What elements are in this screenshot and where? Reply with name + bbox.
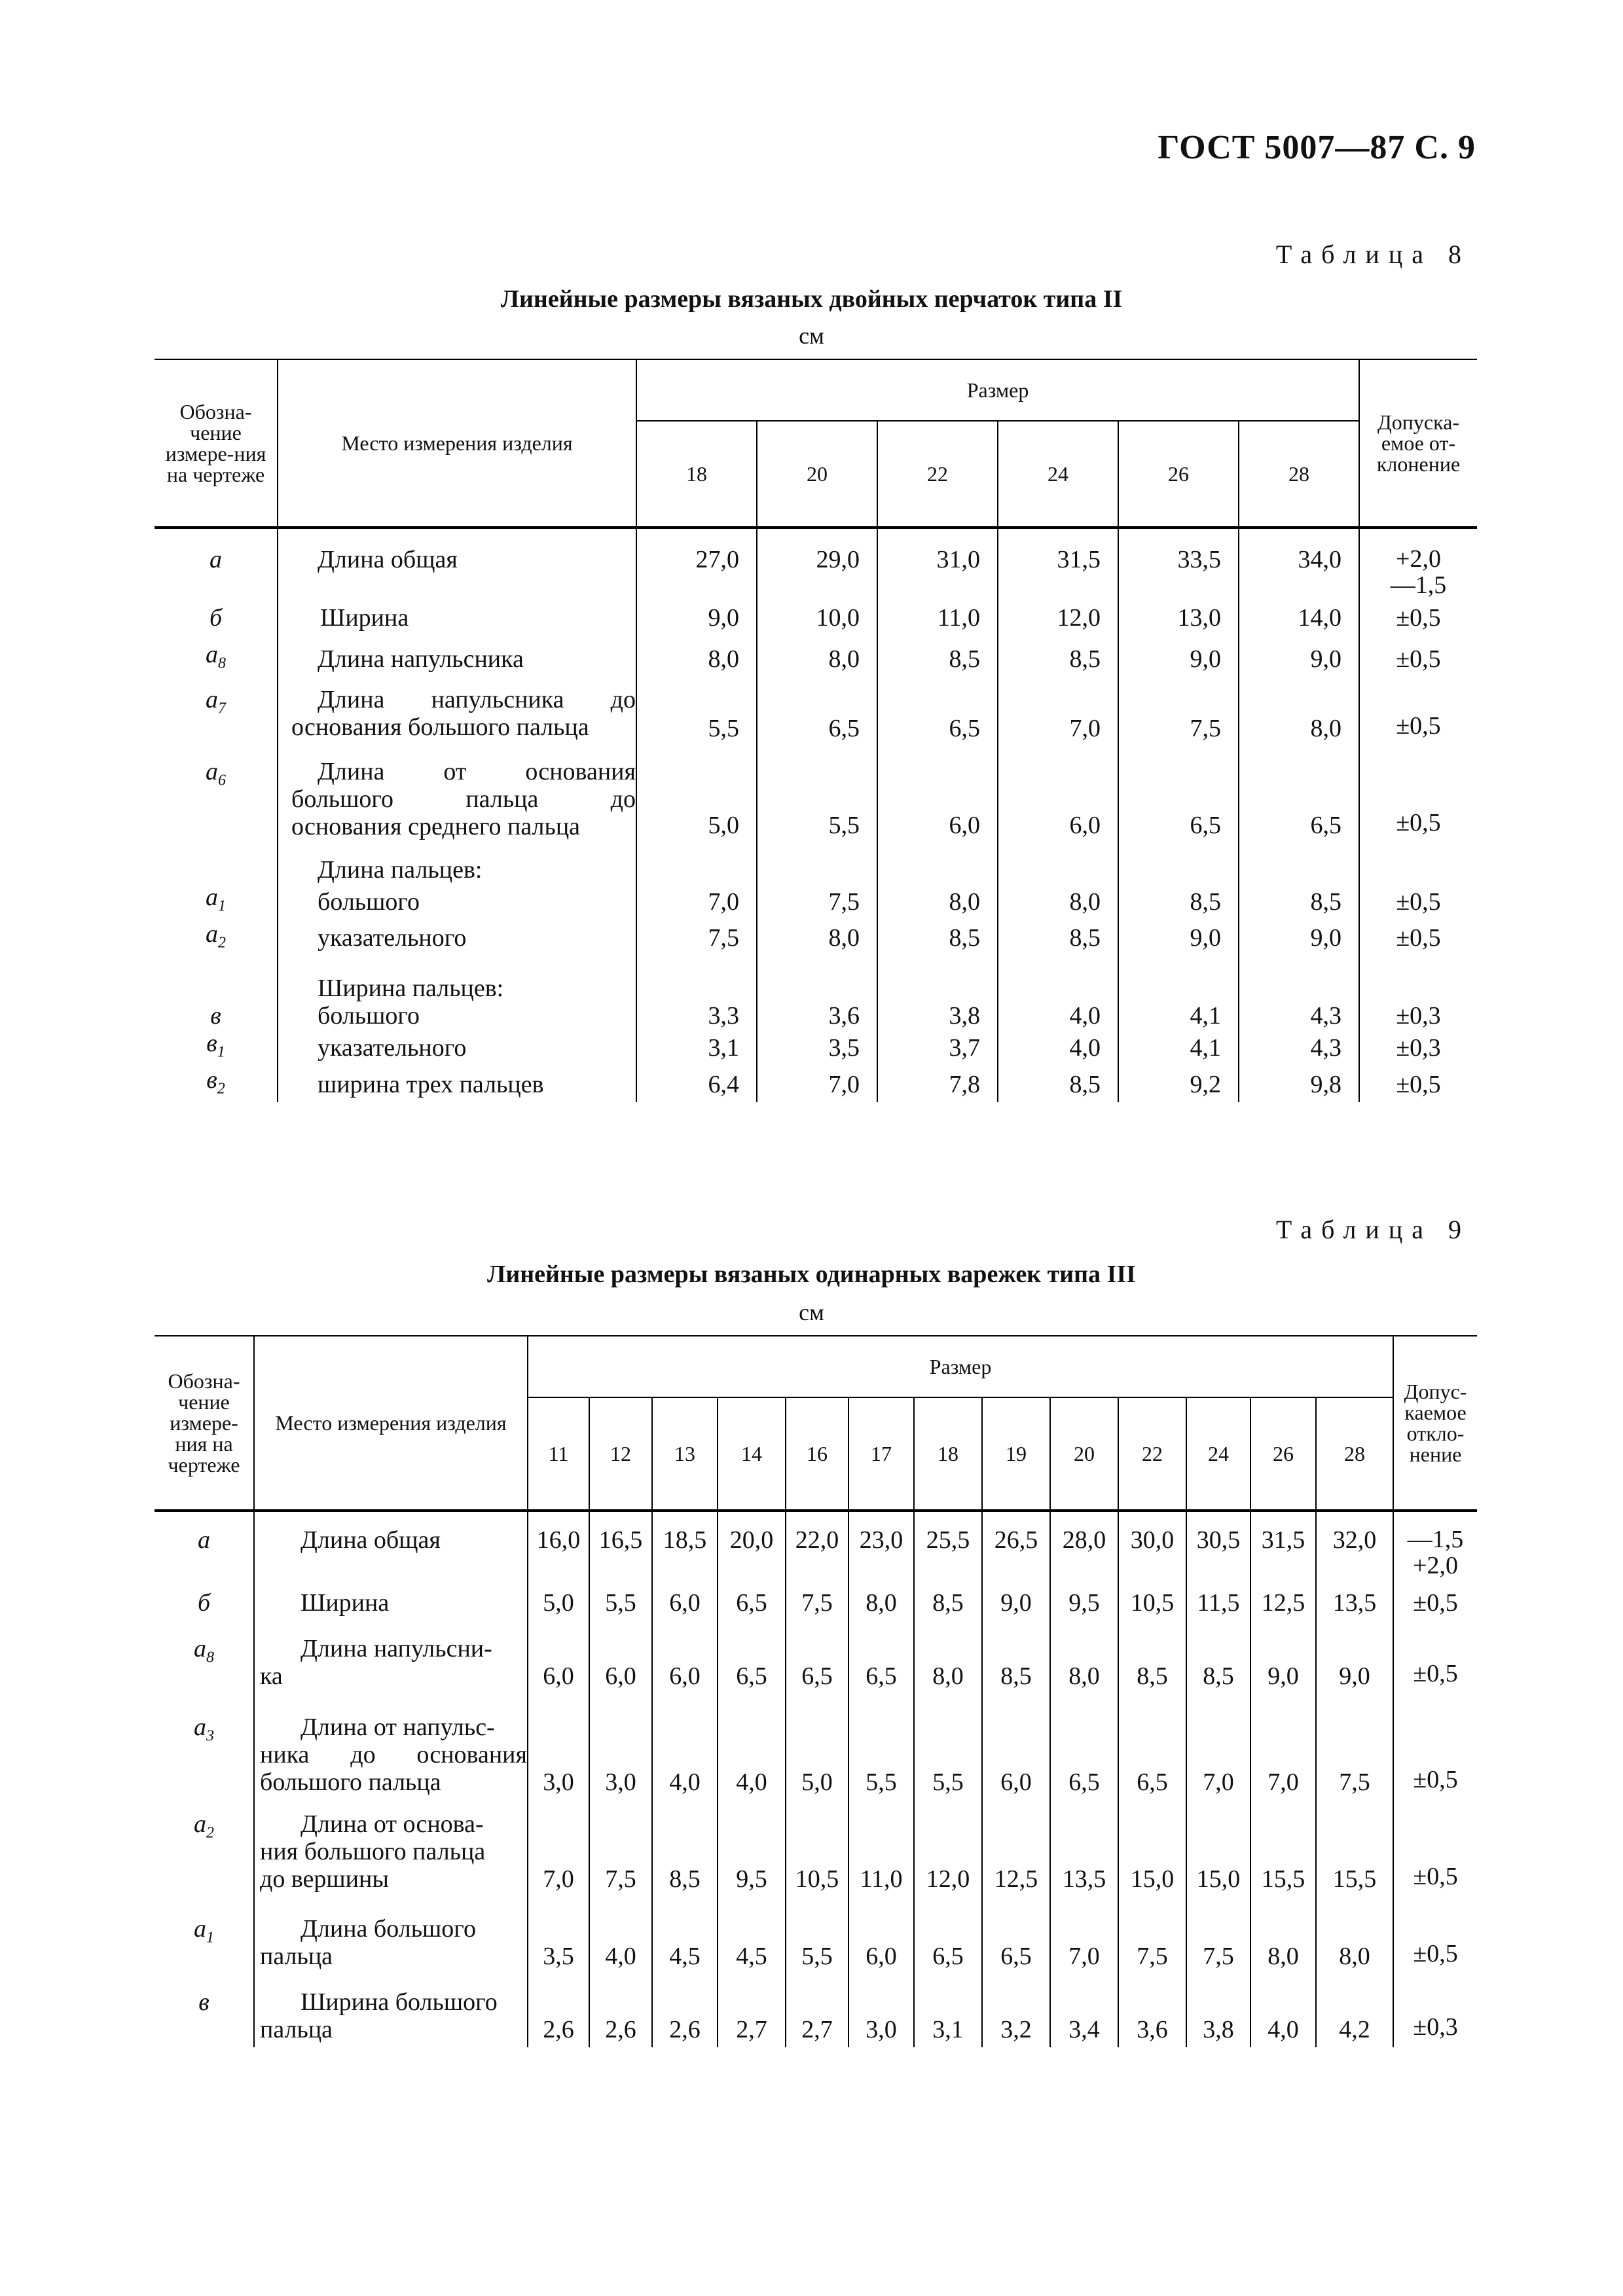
value-cell: 14,0 (1239, 598, 1359, 637)
value-cell: 6,0 (528, 1630, 589, 1708)
table9-header-place: Место измерения изделия (254, 1336, 528, 1511)
value-cell: 7,0 (528, 1806, 589, 1905)
value-cell: 2,6 (652, 1977, 718, 2047)
tolerance-cell: ±0,5 (1359, 920, 1477, 957)
value-cell: 5,5 (848, 1708, 914, 1806)
value-cell: 5,5 (914, 1708, 982, 1806)
value-cell: 9,0 (1239, 637, 1359, 681)
value-cell: 4,3 (1239, 1030, 1359, 1066)
value-cell: 6,5 (914, 1905, 982, 1977)
value-cell: 31,0 (877, 528, 998, 598)
value-cell: 4,1 (1118, 1030, 1239, 1066)
value-cell: 6,0 (998, 746, 1118, 842)
tolerance-cell: ±0,3 (1359, 1030, 1477, 1066)
value-cell: 8,5 (914, 1589, 982, 1630)
value-cell: 7,5 (1118, 681, 1239, 746)
value-cell: 9,0 (1316, 1630, 1393, 1708)
table-row (155, 1002, 1477, 1030)
table-row (155, 637, 1477, 681)
value-cell: 25,5 (914, 1511, 982, 1589)
value-cell: 31,5 (998, 528, 1118, 598)
table9-size-col: 18 (914, 1397, 982, 1511)
tolerance-cell: ±0,3 (1359, 1002, 1477, 1030)
value-cell: 6,5 (1118, 1708, 1186, 1806)
table8-header-place: Место измерения изделия (278, 359, 636, 528)
place-cell: Длина общая (278, 528, 636, 598)
table9-size-col: 14 (718, 1397, 786, 1511)
place-cell: Длина большого пальца (254, 1905, 528, 1977)
value-cell: 9,0 (982, 1589, 1050, 1630)
tolerance-cell: ±0,5 (1359, 637, 1477, 681)
value-cell: 4,5 (652, 1905, 718, 1977)
table8-header-size: Размер (636, 359, 1359, 421)
table-row (155, 1066, 1477, 1103)
table8-unit: см (799, 323, 824, 349)
value-cell: 9,5 (718, 1806, 786, 1905)
value-cell: 4,3 (1239, 1002, 1359, 1030)
value-cell: 6,5 (877, 681, 998, 746)
value-cell: 2,7 (786, 1977, 848, 2047)
value-cell: 15,0 (1186, 1806, 1250, 1905)
value-cell: 8,5 (998, 920, 1118, 957)
table8-size-col: 26 (1118, 421, 1239, 528)
table-row (155, 1589, 1477, 1630)
tolerance-cell: ±0,5 (1359, 1066, 1477, 1103)
table9-size-col: 26 (1250, 1397, 1316, 1511)
value-cell: 6,0 (652, 1589, 718, 1630)
value-cell: 8,0 (877, 884, 998, 920)
value-cell: 7,5 (1186, 1905, 1250, 1977)
symbol-cell: $а_8$ (155, 637, 278, 681)
value-cell: 15,5 (1316, 1806, 1393, 1905)
table-row (155, 598, 1477, 637)
value-cell: 20,0 (718, 1511, 786, 1589)
value-cell: 8,5 (877, 920, 998, 957)
value-cell: 4,0 (652, 1708, 718, 1806)
value-cell: 8,5 (998, 637, 1118, 681)
symbol-cell: $а_1$ (155, 884, 278, 920)
value-cell: 5,5 (589, 1589, 652, 1630)
value-cell: 8,5 (998, 1066, 1118, 1103)
table9-header-symbol: Обозна-чение измере-ния на чертеже (155, 1336, 254, 1511)
value-cell: 15,5 (1250, 1806, 1316, 1905)
value-cell: 8,5 (1186, 1630, 1250, 1708)
symbol-cell: $в_1$ (155, 1030, 278, 1066)
table9-size-col: 12 (589, 1397, 652, 1511)
value-cell: 27,0 (636, 528, 757, 598)
value-cell: 4,0 (589, 1905, 652, 1977)
symbol-cell: $а_3$ (155, 1708, 254, 1806)
place-cell: Ширина (278, 598, 636, 637)
table9-size-col: 16 (786, 1397, 848, 1511)
value-cell: 33,5 (1118, 528, 1239, 598)
value-cell: 16,5 (589, 1511, 652, 1589)
value-cell: 3,8 (1186, 1977, 1250, 2047)
value-cell: 4,5 (718, 1905, 786, 1977)
place-cell: Длина общая (254, 1511, 528, 1589)
value-cell: 7,0 (1050, 1905, 1118, 1977)
value-cell: 13,5 (1316, 1589, 1393, 1630)
tolerance-cell: ±0,5 (1359, 681, 1477, 746)
value-cell: 13,5 (1050, 1806, 1118, 1905)
place-cell: большого (278, 884, 636, 920)
value-cell: 5,5 (636, 681, 757, 746)
value-cell: 12,0 (914, 1806, 982, 1905)
value-cell: 6,5 (786, 1630, 848, 1708)
table-row (155, 1806, 1477, 1905)
value-cell: 7,5 (636, 920, 757, 957)
symbol-cell: $а_8$ (155, 1630, 254, 1708)
tolerance-cell: +2,0 —1,5 (1359, 528, 1477, 598)
value-cell: 15,0 (1118, 1806, 1186, 1905)
value-cell: 6,5 (718, 1630, 786, 1708)
table9-header-size: Размер (528, 1336, 1393, 1397)
value-cell: 8,0 (1250, 1905, 1316, 1977)
value-cell: 29,0 (757, 528, 877, 598)
tolerance-cell: ±0,5 (1393, 1806, 1477, 1905)
value-cell: 3,1 (636, 1030, 757, 1066)
value-cell: 5,5 (757, 746, 877, 842)
place-cell: Длина пальцев: (278, 842, 636, 884)
value-cell: 7,0 (1186, 1708, 1250, 1806)
value-cell: 9,5 (1050, 1589, 1118, 1630)
place-cell: ширина трех пальцев (278, 1066, 636, 1103)
value-cell: 5,0 (786, 1708, 848, 1806)
value-cell: 3,3 (636, 1002, 757, 1030)
symbol-cell: в (155, 1977, 254, 2047)
table-row (155, 681, 1477, 746)
value-cell: 10,0 (757, 598, 877, 637)
value-cell: 13,0 (1118, 598, 1239, 637)
symbol-cell: б (155, 1589, 254, 1630)
value-cell: 9,0 (1118, 920, 1239, 957)
table-row (155, 884, 1477, 920)
value-cell: 8,5 (1118, 884, 1239, 920)
table-row (155, 842, 1477, 884)
value-cell: 2,7 (718, 1977, 786, 2047)
table9-size-col: 17 (848, 1397, 914, 1511)
value-cell: 6,0 (982, 1708, 1050, 1806)
table9-size-col: 11 (528, 1397, 589, 1511)
value-cell: 4,0 (1250, 1977, 1316, 2047)
value-cell: 2,6 (589, 1977, 652, 2047)
table8-size-col: 18 (636, 421, 757, 528)
value-cell: 6,5 (982, 1905, 1050, 1977)
value-cell: 3,6 (757, 1002, 877, 1030)
value-cell: 7,0 (757, 1066, 877, 1103)
value-cell: 8,5 (652, 1806, 718, 1905)
value-cell: 8,0 (1316, 1905, 1393, 1977)
table8-size-col: 28 (1239, 421, 1359, 528)
value-cell: 9,0 (1250, 1630, 1316, 1708)
value-cell: 3,1 (914, 1977, 982, 2047)
tolerance-cell: ±0,5 (1359, 746, 1477, 842)
table-row (155, 1977, 1477, 2047)
value-cell: 5,5 (786, 1905, 848, 1977)
value-cell: 3,0 (848, 1977, 914, 2047)
value-cell: 3,8 (877, 1002, 998, 1030)
symbol-cell: $в_2$ (155, 1066, 278, 1103)
value-cell: 7,0 (636, 884, 757, 920)
value-cell: 23,0 (848, 1511, 914, 1589)
value-cell: 6,5 (1050, 1708, 1118, 1806)
tolerance-cell: ±0,5 (1393, 1589, 1477, 1630)
value-cell: 10,5 (1118, 1589, 1186, 1630)
value-cell: 9,2 (1118, 1066, 1239, 1103)
table-row (155, 920, 1477, 957)
value-cell: 7,5 (757, 884, 877, 920)
symbol-cell: $а_2$ (155, 1806, 254, 1905)
table-row (155, 746, 1477, 842)
value-cell: 2,6 (528, 1977, 589, 2047)
place-cell: Ширина (254, 1589, 528, 1630)
table8-size-col: 22 (877, 421, 998, 528)
table9-size-col: 20 (1050, 1397, 1118, 1511)
value-cell: 11,5 (1186, 1589, 1250, 1630)
value-cell: 6,5 (848, 1630, 914, 1708)
symbol-cell: $а_1$ (155, 1905, 254, 1977)
value-cell: 30,5 (1186, 1511, 1250, 1589)
place-cell: Длина напульсника до основания большого пальца (278, 681, 636, 746)
place-cell: указательного (278, 920, 636, 957)
table8-caption: Таблица 8 (1275, 240, 1470, 269)
page-header: ГОСТ 5007—87 С. 9 (1158, 129, 1476, 166)
table-row (155, 1905, 1477, 1977)
value-cell: 8,0 (1239, 681, 1359, 746)
symbol-cell: б (155, 598, 278, 637)
value-cell: 9,0 (1239, 920, 1359, 957)
value-cell: 3,5 (757, 1030, 877, 1066)
value-cell: 31,5 (1250, 1511, 1316, 1589)
value-cell: 8,0 (757, 637, 877, 681)
symbol-cell: в (155, 1002, 278, 1030)
value-cell: 9,8 (1239, 1066, 1359, 1103)
place-cell: Длина от основания большого пальца до основания среднего пальца (278, 746, 636, 842)
table9-unit: см (799, 1299, 824, 1325)
tolerance-cell: ±0,5 (1359, 598, 1477, 637)
value-cell: 8,5 (877, 637, 998, 681)
place-cell: Длина напульсника (278, 637, 636, 681)
place-cell: Длина от основа- ния большого пальца до вершины (254, 1806, 528, 1905)
value-cell: 4,0 (718, 1708, 786, 1806)
value-cell: 8,5 (982, 1630, 1050, 1708)
value-cell: 11,0 (877, 598, 998, 637)
value-cell: 7,8 (877, 1066, 998, 1103)
table9 (155, 1335, 1477, 2047)
symbol-cell: а (155, 528, 278, 598)
value-cell: 8,5 (1239, 884, 1359, 920)
value-cell: 26,5 (982, 1511, 1050, 1589)
table9-title: Линейные размеры вязаных одинарных варежек типа III (487, 1261, 1136, 1288)
value-cell: 12,0 (998, 598, 1118, 637)
value-cell: 34,0 (1239, 528, 1359, 598)
symbol-cell: $а_6$ (155, 746, 278, 842)
value-cell: 7,5 (1118, 1905, 1186, 1977)
table-row (155, 1030, 1477, 1066)
value-cell: 4,0 (998, 1030, 1118, 1066)
table8-title: Линейные размеры вязаных двойных перчаток типа II (500, 285, 1123, 313)
value-cell: 12,5 (1250, 1589, 1316, 1630)
value-cell: 7,5 (786, 1589, 848, 1630)
value-cell: 6,5 (1118, 746, 1239, 842)
table8-header-symbol: Обозна-чение измере-ния на чертеже (155, 359, 278, 528)
value-cell: 28,0 (1050, 1511, 1118, 1589)
tolerance-cell: ±0,5 (1393, 1905, 1477, 1977)
table8-size-col: 24 (998, 421, 1118, 528)
value-cell: 4,1 (1118, 1002, 1239, 1030)
value-cell: 8,5 (1118, 1630, 1186, 1708)
place-cell: указательного (278, 1030, 636, 1066)
value-cell: 11,0 (848, 1806, 914, 1905)
value-cell: 8,0 (848, 1589, 914, 1630)
value-cell: 3,2 (982, 1977, 1050, 2047)
value-cell: 10,5 (786, 1806, 848, 1905)
table9-size-col: 13 (652, 1397, 718, 1511)
table9-size-col: 22 (1118, 1397, 1186, 1511)
tolerance-cell: ±0,5 (1393, 1708, 1477, 1806)
table9-caption: Таблица 9 (1275, 1215, 1470, 1244)
table9-size-col: 28 (1316, 1397, 1393, 1511)
value-cell: 5,0 (636, 746, 757, 842)
place-cell: Длина напульсни- ка (254, 1630, 528, 1708)
tolerance-cell: ±0,5 (1359, 884, 1477, 920)
value-cell: 5,0 (528, 1589, 589, 1630)
value-cell: 3,0 (528, 1708, 589, 1806)
value-cell: 7,5 (589, 1806, 652, 1905)
value-cell: 8,0 (757, 920, 877, 957)
value-cell: 6,0 (877, 746, 998, 842)
value-cell: 30,0 (1118, 1511, 1186, 1589)
value-cell: 9,0 (636, 598, 757, 637)
place-cell: Ширина большого пальца (254, 1977, 528, 2047)
value-cell: 3,0 (589, 1708, 652, 1806)
value-cell: 6,0 (652, 1630, 718, 1708)
value-cell: 3,6 (1118, 1977, 1186, 2047)
value-cell: 3,7 (877, 1030, 998, 1066)
table8 (155, 359, 1477, 1102)
value-cell: 6,5 (757, 681, 877, 746)
table9-size-col: 19 (982, 1397, 1050, 1511)
value-cell: 7,5 (1316, 1708, 1393, 1806)
table-row (155, 528, 1477, 598)
value-cell: 4,2 (1316, 1977, 1393, 2047)
table9-size-col: 24 (1186, 1397, 1250, 1511)
table8-size-col: 20 (757, 421, 877, 528)
value-cell: 16,0 (528, 1511, 589, 1589)
table-row (155, 1630, 1477, 1708)
value-cell: 8,0 (636, 637, 757, 681)
value-cell: 6,4 (636, 1066, 757, 1103)
value-cell: 7,0 (998, 681, 1118, 746)
place-cell: большого (278, 1002, 636, 1030)
value-cell: 3,4 (1050, 1977, 1118, 2047)
tolerance-cell: ±0,3 (1393, 1977, 1477, 2047)
value-cell: 6,0 (589, 1630, 652, 1708)
value-cell: 6,0 (848, 1905, 914, 1977)
table-row (155, 1511, 1477, 1589)
value-cell: 6,5 (718, 1589, 786, 1630)
value-cell: 32,0 (1316, 1511, 1393, 1589)
symbol-cell: $а_2$ (155, 920, 278, 957)
value-cell: 6,5 (1239, 746, 1359, 842)
tolerance-cell: ±0,5 (1393, 1630, 1477, 1708)
symbol-cell: $а_7$ (155, 681, 278, 746)
value-cell: 22,0 (786, 1511, 848, 1589)
place-cell: Ширина пальцев: (278, 956, 636, 1002)
table8-header-tolerance: Допуска-емое от-клонение (1359, 359, 1477, 528)
value-cell: 12,5 (982, 1806, 1050, 1905)
value-cell: 8,0 (914, 1630, 982, 1708)
value-cell: 3,5 (528, 1905, 589, 1977)
value-cell: 7,0 (1250, 1708, 1316, 1806)
table-row (155, 956, 1477, 1002)
place-cell: Длина от напульс- ника до основания большого пальца (254, 1708, 528, 1806)
symbol-cell: а (155, 1511, 254, 1589)
value-cell: 18,5 (652, 1511, 718, 1589)
tolerance-cell: —1,5 +2,0 (1393, 1511, 1477, 1589)
table-row (155, 1708, 1477, 1806)
table9-header-tolerance: Допус-каемое откло-нение (1393, 1336, 1477, 1511)
value-cell: 8,0 (1050, 1630, 1118, 1708)
value-cell: 9,0 (1118, 637, 1239, 681)
value-cell: 4,0 (998, 1002, 1118, 1030)
value-cell: 8,0 (998, 884, 1118, 920)
